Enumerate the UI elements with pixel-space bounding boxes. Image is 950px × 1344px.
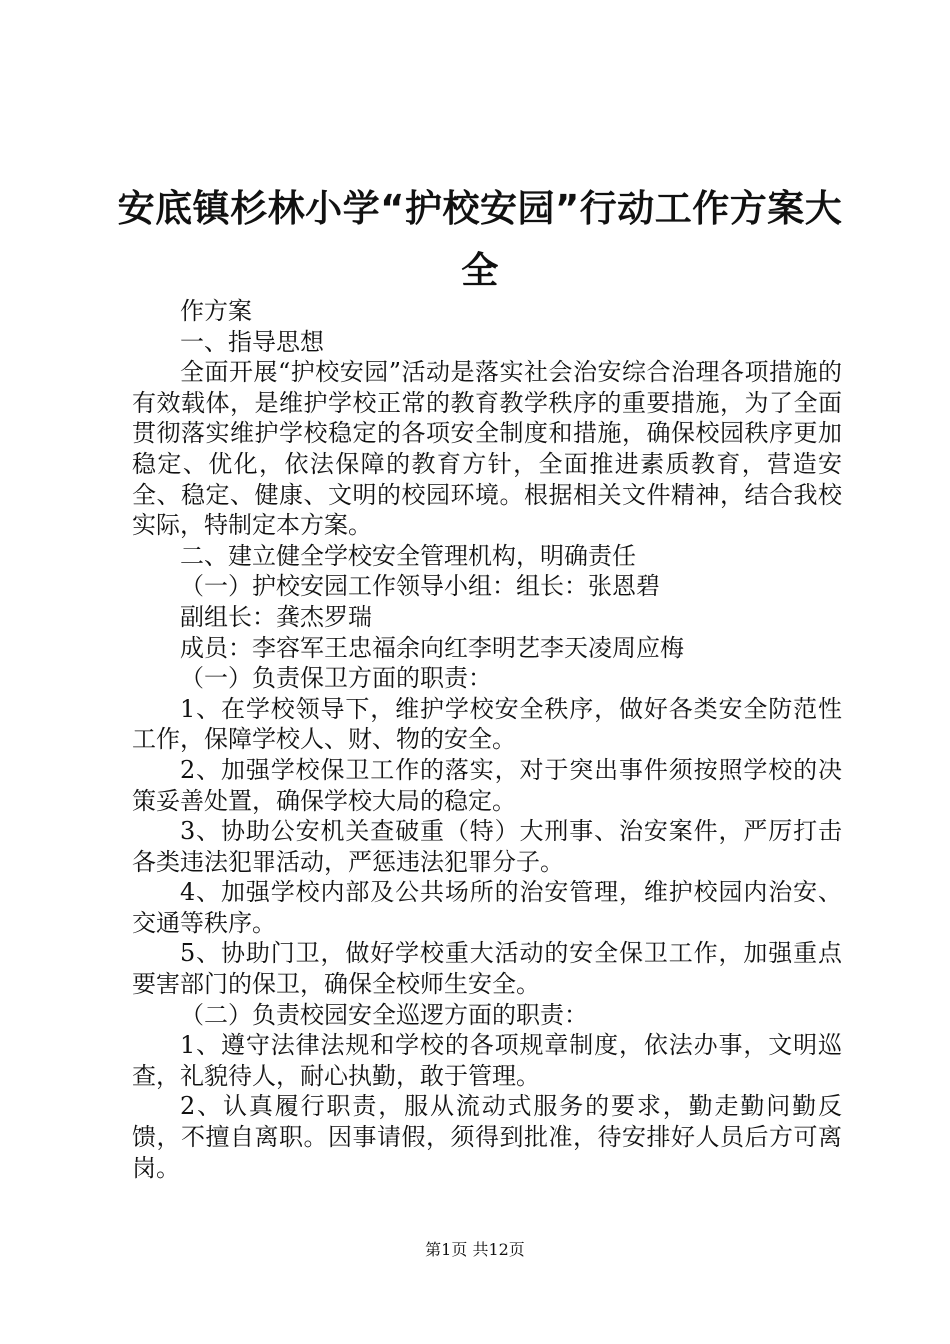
section-heading: 一、指导思想 <box>180 327 324 356</box>
paragraph: 全面开展“护校安园”活动是落实社会治安综合治理各项措施的有效载体，是维护学校正常的教育教学秩序的重要措施，为了全面贯彻落实维护学校稳定的各项安全制度和措施，确保校园秩序更加稳定、优化，依法保障的教育方针，全面推进素质教育，营造安全、稳定、健康、文明的校园环境。根据相关文件精神，结合我校实际，特制定本方案。 <box>132 358 842 540</box>
list-item: 2、加强学校保卫工作的落实，对于突出事件须按照学校的决策妥善处置，确保学校大局的稳定。 <box>132 755 842 815</box>
paragraph: （一）护校安园工作领导小组：组长：张恩碧 <box>180 572 660 601</box>
list-item: 1、在学校领导下，维护学校安全秩序，做好各类安全防范性工作，保障学校人、财、物的安全。 <box>132 694 842 754</box>
list-item: 4、加强学校内部及公共场所的治安管理，维护校园内治安、交通等秩序。 <box>132 878 842 937</box>
paragraph: 作方案 <box>180 297 252 325</box>
list-item: 3、协助公安机关查破重（特）大刑事、治安案件，严厉打击各类违法犯罪活动，严惩违法犯罪分子。 <box>132 817 842 876</box>
paragraph: 副组长：龚杰罗瑞 <box>180 602 372 631</box>
section-heading: 二、建立健全学校安全管理机构，明确责任 <box>180 541 636 570</box>
list-item: 2、认真履行职责，服从流动式服务的要求，勤走勤问勤反馈，不擅自离职。因事请假，须得到批准，待安排好人员后方可离岗。 <box>132 1092 842 1182</box>
document-title: 安底镇杉林小学“护校安园”行动工作方案大全 <box>117 187 843 292</box>
list-item: 5、协助门卫，做好学校重大活动的安全保卫工作，加强重点要害部门的保卫，确保全校师生安全。 <box>132 939 842 999</box>
subsection-heading: （二）负责校园安全巡逻方面的职责： <box>180 1000 588 1029</box>
page-footer: 第1页 共12页 <box>425 1240 525 1259</box>
subsection-heading: （一）负责保卫方面的职责： <box>180 664 492 693</box>
document-body <box>132 296 842 1183</box>
list-item: 1、遵守法律法规和学校的各项规章制度，依法办事，文明巡查，礼貌待人，耐心执勤，敢于管理。 <box>132 1031 842 1090</box>
paragraph: 成员：李容军王忠福余向红李明艺李天凌周应梅 <box>180 633 684 662</box>
